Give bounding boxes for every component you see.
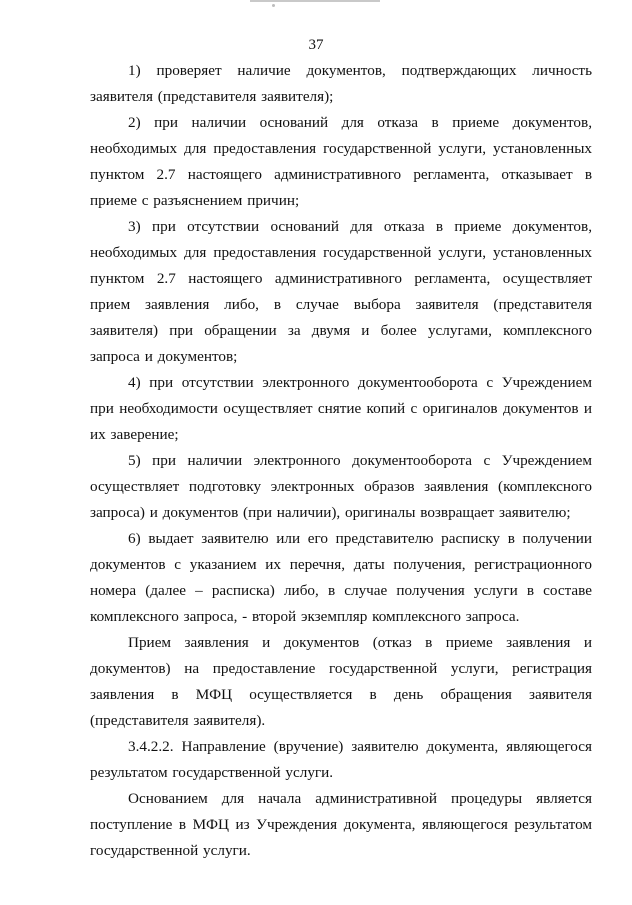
scan-artifact-line [250, 0, 380, 2]
paragraph-item-5: 5) при наличии электронного документооборота с Учреждением осуществляет подготовку электронных образов заявления (комплексного запроса) и документов (при наличии), оригиналы возвращает заявителю; [90, 452, 592, 521]
scan-artifact-dot [272, 4, 275, 7]
paragraph-item-2: 2) при наличии оснований для отказа в приеме документов, необходимых для предоставления государственной услуги, установленных пунктом 2.7 настоящего административного регламента, отказывает в приеме с разъяснением причин; [90, 114, 592, 209]
section-heading-3-4-2-2: 3.4.2.2. Направление (вручение) заявителю документа, являющегося результатом государственной услуги. [90, 738, 592, 781]
document-body [90, 58, 592, 864]
paragraph-item-6: 6) выдает заявителю или его представителю расписку в получении документов с указанием их перечня, даты получения, регистрационного номера (далее – расписка) либо, в случае получения услуги в составе комплексного запроса, - второй экземпляр комплексного запроса. [90, 530, 592, 625]
page-number: 37 [308, 37, 324, 53]
paragraph-item-1: 1) проверяет наличие документов, подтверждающих личность заявителя (представителя заявителя); [90, 62, 592, 105]
paragraph-reception: Прием заявления и документов (отказ в приеме заявления и документов) на предоставление государственной услуги, регистрация заявления в МФЦ осуществляется в день обращения заявителя (представителя заявителя). [90, 634, 592, 729]
paragraph-item-3: 3) при отсутствии оснований для отказа в приеме документов, необходимых для предоставления государственной услуги, установленных пунктом 2.7 настоящего административного регламента, осуществляет прием заявления либо, в случае выбора заявителя (представителя заявителя) при обращении за двумя и более услугами, комплексного запроса и документов; [90, 218, 592, 365]
paragraph-basis: Основанием для начала административной процедуры является поступление в МФЦ из Учреждения документа, являющегося результатом государственной услуги. [90, 790, 592, 859]
paragraph-item-4: 4) при отсутствии электронного документооборота с Учреждением при необходимости осуществляет снятие копий с оригиналов документов и их заверение; [90, 374, 592, 443]
